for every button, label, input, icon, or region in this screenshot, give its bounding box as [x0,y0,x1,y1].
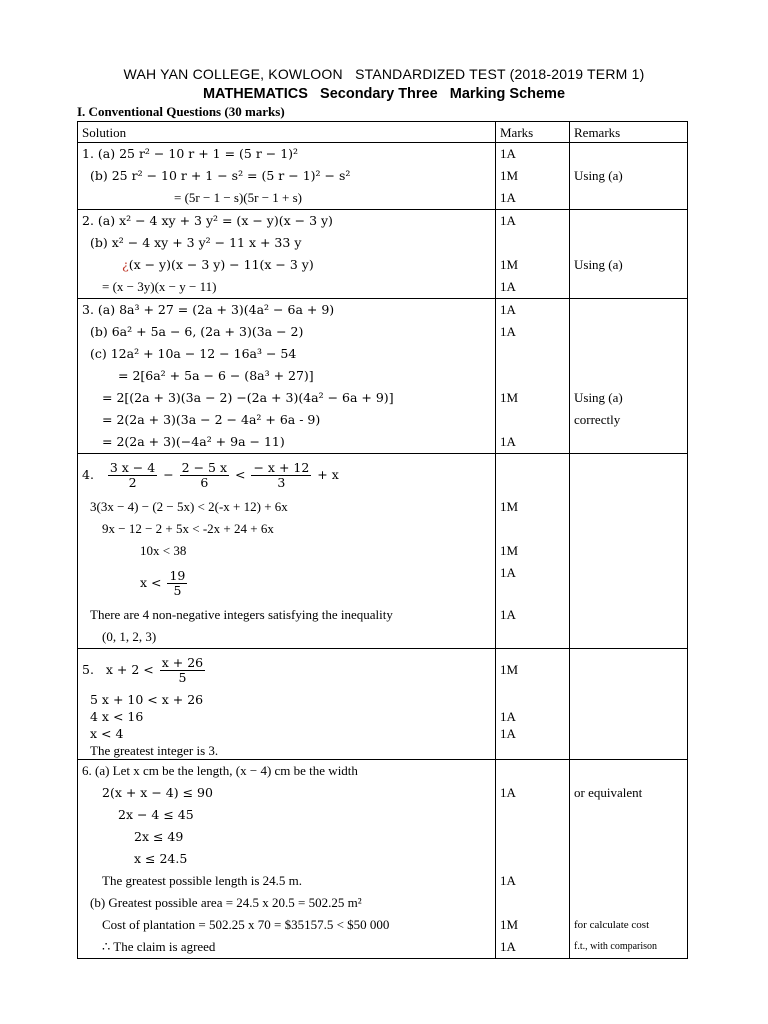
q3-line: (c) 12a² + 10a − 12 − 16a³ − 54 [90,346,297,361]
q5-mark: 1A [500,726,516,741]
q4-integers: (0, 1, 2, 3) [102,629,157,644]
q6-line: ∴ The claim is agreed [102,939,216,954]
q5-step: x < 4 [90,726,124,741]
column-header-marks: Marks [500,125,534,140]
q3-line: = 2[6a² + 5a − 6 − (8a³ + 27)] [118,368,314,383]
q2-mark: 1M [500,257,519,272]
q2-stray-mark: ¿ [122,257,129,272]
q2-part-b: (b) x² − 4 xy + 3 y² − 11 x + 33 y [90,235,302,250]
q6-line: The greatest possible length is 24.5 m. [102,873,303,888]
q4-fraction-1 [108,461,157,490]
table-header-row [78,122,688,143]
q3-line: = 2[(2a + 3)(3a − 2) −(2a + 3)(4a² − 6a + 9)] [102,390,394,405]
q3-remark [570,431,687,453]
q4-fraction-1-denominator: 2 [128,475,137,490]
q4-step: 3(3x − 4) − (2 − 5x) < 2(-x + 12) + 6x [90,499,288,514]
q2-part-b-result: = (x − 3y)(x − y − 11) [102,279,217,294]
q6-mark [496,826,569,848]
q4-fraction-2 [180,461,229,490]
q5-fraction-denominator: 5 [178,670,187,685]
q5-mark [496,742,569,759]
q3-remark [570,365,687,387]
section-title: I. Conventional Questions (30 marks) [77,104,285,119]
q5-inequality [78,649,495,691]
q3-remark: Using (a) [574,390,623,405]
q4-number: 4. [82,467,94,482]
q4-fraction-1-numerator: 3 x − 4 [109,460,156,475]
q4-conclusion: There are 4 non-negative integers satisfying the inequality [90,607,393,622]
q6-remark [570,848,687,870]
q6-remark: for calculate cost [574,919,650,931]
q2-part-b-step: (x − y)(x − 3 y) − 11(x − 3 y) [128,257,314,272]
q4-inequality [78,454,495,496]
q1-part-b-result: = (5r − 1 − s)(5r − 1 + s) [174,190,303,205]
question-2-row [78,210,688,299]
q4-minus-sign: − [163,467,174,482]
q6-mark [496,892,569,914]
q5-mark [496,691,569,708]
q6-mark: 1M [500,917,519,932]
q1-mark: 1A [500,190,516,205]
q6-remark [570,870,687,892]
q3-line: = 2(2a + 3)(3a − 2 − 4a² + 6a - 9) [102,412,321,427]
q6-line: 2x − 4 ≤ 45 [118,807,194,822]
q6-remark [570,826,687,848]
q4-solution-prefix: x < [140,575,162,590]
q2-remark [570,210,687,232]
q6-mark: 1A [500,873,516,888]
q4-solution-fraction [167,569,187,598]
q4-plus-x: + x [317,467,339,482]
q6-line: (b) Greatest possible area = 24.5 x 20.5 = 502.25 m² [90,895,362,910]
q6-mark [496,848,569,870]
q2-mark: 1A [500,279,516,294]
q3-line: 3. (a) 8a³ + 27 = (2a + 3)(4a² − 6a + 9) [82,302,335,317]
q6-mark [496,804,569,826]
q3-remark: correctly [574,412,621,427]
q6-remark [570,804,687,826]
question-3-row [78,299,688,454]
q5-mark: 1A [500,709,516,724]
q5-step: 4 x < 16 [90,709,144,724]
q3-remark [570,343,687,365]
q1-part-b: (b) 25 r² − 10 r + 1 − s² = (5 r − 1)² − s² [90,168,351,183]
q2-remark [570,276,687,298]
q4-step: 10x < 38 [140,543,187,558]
q5-conclusion: The greatest integer is 3. [90,743,219,758]
q4-fraction-3-numerator: − x + 12 [253,460,310,475]
q3-mark: 1M [500,390,519,405]
q6-mark: 1A [500,939,516,954]
q5-fraction-numerator: x + 26 [161,655,204,670]
q6-line: 6. (a) Let x cm be the length, (x − 4) cm be the width [82,763,358,778]
q2-mark [496,232,569,254]
q4-less-than-sign: < [235,467,246,482]
q1-mark: 1A [500,146,516,161]
q5-number: 5. [82,662,94,677]
q4-mark: 1A [500,565,516,580]
column-header-solution: Solution [82,125,127,140]
question-1-row [78,143,688,210]
q3-mark: 1A [500,434,516,449]
q1-remark [570,143,687,165]
q5-mark: 1M [500,662,519,677]
q6-line: x ≤ 24.5 [134,851,188,866]
marking-scheme-table [77,121,688,959]
q3-remark [570,321,687,343]
q4-mark [496,626,569,648]
q2-remark [570,232,687,254]
q5-left-side: x + 2 < [105,662,154,677]
q6-remark: or equivalent [574,785,643,800]
q3-line: (b) 6a² + 5a − 6, (2a + 3)(3a − 2) [90,324,304,339]
q4-fraction-2-denominator: 6 [200,475,209,490]
q6-line: Cost of plantation = 502.25 x 70 = $35157.5 < $50 000 [102,917,390,932]
q4-fraction-3-denominator: 3 [277,475,286,490]
q1-remark: Using (a) [574,168,623,183]
q4-solution-denominator: 5 [173,583,182,598]
q1-part-a: 1. (a) 25 r² − 10 r + 1 = (5 r − 1)² [82,146,299,161]
q6-remark [570,892,687,914]
q6-line: 2(x + x − 4) ≤ 90 [102,785,213,800]
header-line2: MATHEMATICS Secondary Three Marking Scheme [202,86,566,102]
q4-mark: 1M [500,499,519,514]
q3-remark [570,299,687,321]
q5-fraction [160,656,205,685]
q6-remark: f.t., with comparison [574,941,658,952]
q2-remark: Using (a) [574,257,623,272]
q3-mark: 1A [500,324,516,339]
q4-fraction-2-numerator: 2 − 5 x [181,460,228,475]
q6-mark: 1A [500,785,516,800]
q6-mark [496,760,569,782]
q3-mark: 1A [500,302,516,317]
question-6-row [78,760,688,959]
q3-mark [496,365,569,387]
q4-solution [78,562,495,604]
q4-mark: 1M [500,543,519,558]
q3-mark [496,343,569,365]
q1-remark [570,187,687,209]
question-4-row [78,454,688,649]
q6-remark [570,760,687,782]
q2-part-a: 2. (a) x² − 4 xy + 3 y² = (x − y)(x − 3 y) [82,213,333,228]
q3-mark [496,409,569,431]
q4-mark [496,454,569,496]
question-5-row [78,649,688,760]
q4-mark [496,518,569,540]
q3-line: = 2(2a + 3)(−4a² + 9a − 11) [102,434,285,449]
q1-mark: 1M [500,168,519,183]
q6-line: 2x ≤ 49 [134,829,184,844]
q2-mark: 1A [500,213,516,228]
q5-step: 5 x + 10 < x + 26 [90,692,204,707]
q4-fraction-3 [251,461,311,490]
q4-step: 9x − 12 − 2 + 5x < -2x + 24 + 6x [102,521,274,536]
q4-solution-numerator: 19 [169,568,186,583]
q4-mark: 1A [500,607,516,622]
column-header-remarks: Remarks [574,125,621,140]
header-line1: WAH YAN COLLEGE, KOWLOON STANDARDIZED TEST (2018-2019 TERM 1) [123,66,645,82]
